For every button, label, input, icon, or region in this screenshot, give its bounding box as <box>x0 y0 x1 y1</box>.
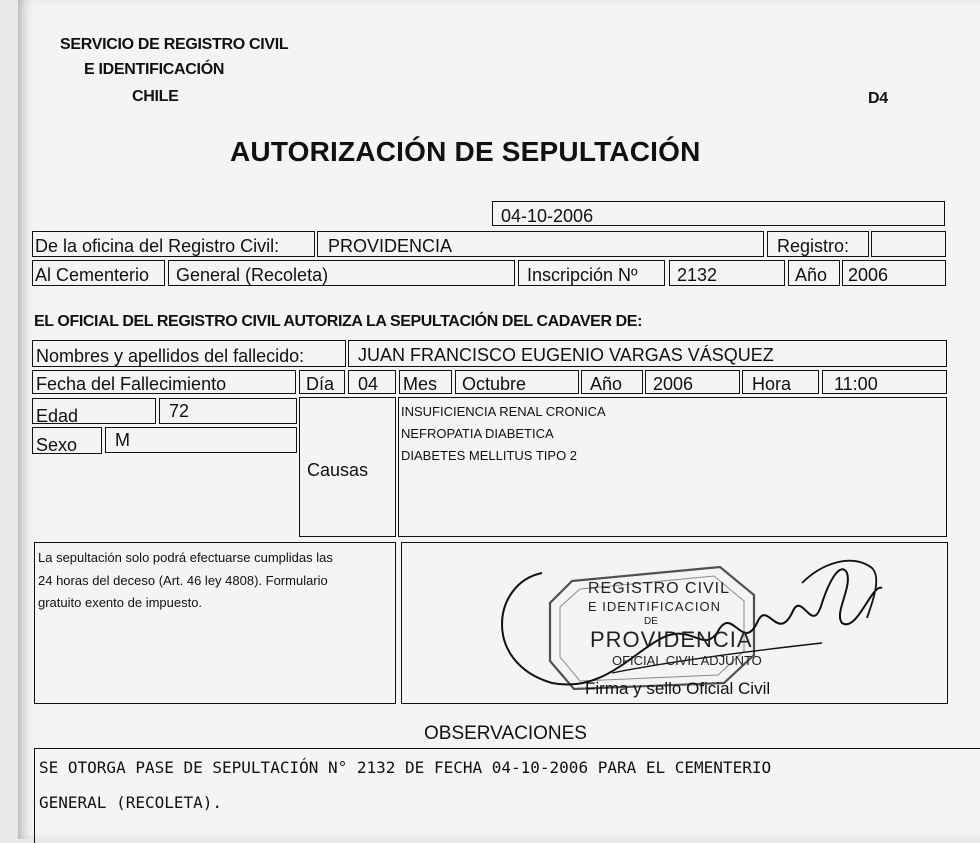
inscripcion-value-box <box>669 260 785 286</box>
hora-value-box <box>822 370 947 394</box>
office-value-box <box>317 231 764 257</box>
stamp-line2: E IDENTIFICACION <box>588 599 722 614</box>
cause-item: NEFROPATIA DIABETICA <box>401 426 554 441</box>
ano-value-box <box>842 260 946 286</box>
causas-list <box>401 401 606 467</box>
agency-line3: CHILE <box>132 88 179 105</box>
dia-label: Día <box>306 374 335 394</box>
cemetery-label-box <box>32 260 165 286</box>
hora-label-box <box>742 370 819 394</box>
sexo-value: M <box>115 430 130 450</box>
causas-label: Causas <box>307 460 369 480</box>
mes-value-box <box>455 370 579 394</box>
signature-box <box>401 542 948 704</box>
causas-list-box <box>398 397 947 537</box>
observaciones-box <box>34 748 980 843</box>
agency-line1: SERVICIO DE REGISTRO CIVIL <box>60 36 289 53</box>
office-label-box <box>32 231 315 257</box>
dia-value: 04 <box>358 374 379 394</box>
name-value: JUAN FRANCISCO EUGENIO VARGAS VÁSQUEZ <box>358 345 774 365</box>
notice-text <box>38 547 394 615</box>
cause-item: DIABETES MELLITUS TIPO 2 <box>401 448 578 463</box>
ano-label: Año <box>795 265 828 285</box>
stamp-line1: REGISTRO CIVIL <box>588 580 731 597</box>
cause-item: INSUFICIENCIA RENAL CRONICA <box>401 404 606 419</box>
notice-line: gratuito exento de impuesto. <box>38 595 203 610</box>
signature-label: Firma y sello Oficial Civil <box>585 679 771 698</box>
observaciones-line2: GENERAL (RECOLETA). <box>39 793 223 812</box>
registro-label-box <box>767 231 869 257</box>
hora-value: 11:00 <box>834 374 878 394</box>
date-value: 04-10-2006 <box>501 206 594 226</box>
death-label: Fecha del Fallecimiento <box>36 374 227 394</box>
edad-label-box <box>32 398 156 424</box>
registro-label: Registro: <box>777 236 850 256</box>
date-box <box>492 201 945 226</box>
authorization-statement: EL OFICIAL DEL REGISTRO CIVIL AUTORIZA LA SEPULTACIÓN DEL CADAVER DE: <box>34 313 642 330</box>
death-label-box <box>32 370 296 394</box>
dia-value-box <box>348 370 396 394</box>
edad-value: 72 <box>169 401 190 421</box>
mes-label: Mes <box>403 374 438 394</box>
edad-label: Edad <box>36 406 79 426</box>
inscripcion-label-box <box>518 260 665 286</box>
sexo-label: Sexo <box>36 435 78 455</box>
document-title: AUTORIZACIÓN DE SEPULTACIÓN <box>230 136 701 167</box>
death-ano-value-box <box>645 370 740 394</box>
notice-box <box>34 542 396 704</box>
causas-label-box <box>299 397 396 537</box>
document-page <box>18 0 980 839</box>
hora-label: Hora <box>752 374 792 394</box>
sexo-value-box <box>105 427 297 453</box>
death-ano-label-box <box>581 370 643 394</box>
stamp-line5: OFICIAL CIVIL ADJUNTO <box>612 653 762 668</box>
dia-label-box <box>299 370 345 394</box>
cemetery-value-box <box>168 260 515 286</box>
office-label: De la oficina del Registro Civil: <box>35 236 280 256</box>
cemetery-value: General (Recoleta) <box>176 265 329 285</box>
inscripcion-value: 2132 <box>677 265 718 285</box>
ano-value: 2006 <box>848 265 889 285</box>
office-value: PROVIDENCIA <box>328 236 453 256</box>
cemetery-label: Al Cementerio <box>35 265 150 285</box>
observaciones-line1: SE OTORGA PASE DE SEPULTACIÓN N° 2132 DE FECHA 04-10-2006 PARA EL CEMENTERIO <box>39 758 772 777</box>
name-label: Nombres y apellidos del fallecido: <box>36 346 305 366</box>
notice-line: La sepultación solo podrá efectuarse cumplidas las <box>38 550 333 565</box>
mes-value: Octubre <box>462 374 527 394</box>
sexo-label-box <box>32 427 102 454</box>
death-ano-label: Año <box>590 374 623 394</box>
registro-value-box <box>871 231 946 257</box>
inscripcion-label: Inscripción Nº <box>527 265 638 285</box>
name-label-box <box>32 340 346 367</box>
death-ano-value: 2006 <box>653 374 694 394</box>
ano-label-box <box>788 260 840 286</box>
observaciones-title: OBSERVACIONES <box>424 723 587 744</box>
edad-value-box <box>159 398 297 424</box>
notice-line: 24 horas del deceso (Art. 46 ley 4808). Formulario <box>38 572 328 588</box>
form-code: D4 <box>868 90 888 107</box>
agency-line2: E IDENTIFICACIÓN <box>84 61 225 78</box>
stamp-line4: PROVIDENCIA <box>590 627 753 652</box>
stamp-line3: DE <box>644 616 658 627</box>
name-value-box <box>348 340 947 367</box>
mes-label-box <box>399 370 452 394</box>
